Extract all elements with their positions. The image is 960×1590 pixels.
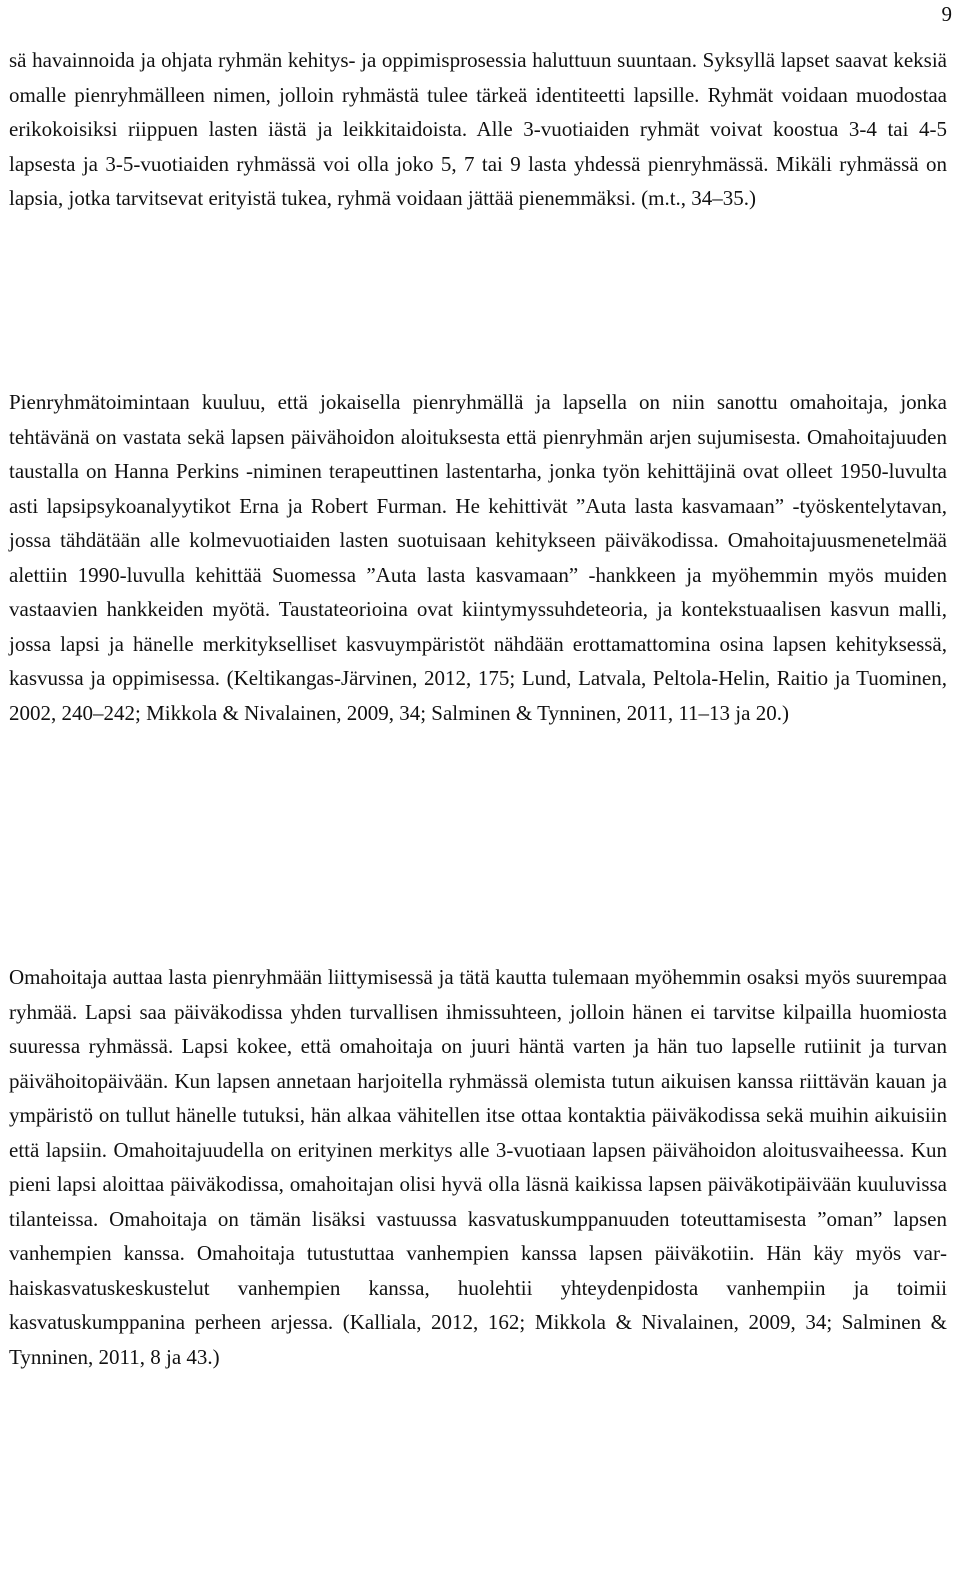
paragraph-primary-caregiver-role: Omahoitaja auttaa lasta pienryhmään liittymisessä ja tätä kautta tulemaan myöhemmin osaksi myös suurempaa ryhmää. Lapsi saa päiväkodissa yhden turvallisen ihmissuhteen, jolloin hänen ei tarvitse kilpailla huomiosta suuressa ryhmässä. Lapsi kokee, että omahoitaja on juuri häntä varten ja hän tuo lapselle rutiinit ja turvan päivähoitopäivään. Kun lapsen annetaan harjoitella ryhmässä olemista tutun aikuisen kanssa riittävän kauan ja ympäristö on tullut hänelle tutuksi, hän alkaa vähitellen itse ottaa kontaktia päiväkodissa sekä muihin aikuisiin että lapsiin. Omahoitajuudella on erityinen merkitys alle 3-vuotiaan lapsen päivähoidon aloitusvaiheessa. Kun pieni lapsi aloittaa päiväkodissa, omahoitajan olisi hyvä olla läsnä kaikissa lapsen päiväkotipäivään kuuluvissa tilanteissa. Omahoitaja on tämän lisäksi vastuussa kasvatuskumppanuuden toteuttamisesta ”oman” lapsen vanhempien kanssa. Omahoitaja tutustuttaa vanhempien kanssa lapsen päiväkotiin. Hän käy myös varhaiskasvatuskeskustelut vanhempien kanssa, huolehtii yhteydenpidosta vanhempiin ja toimii kasvatuskumppanina perheen arjessa. (Kalliala, 2012, 162; Mikkola & Nivalainen, 2009, 34; Salminen & Tynninen, 2011, 8 ja 43.) [9, 965, 947, 1369]
paragraph-small-group-formation: sä havainnoida ja ohjata ryhmän kehitys- ja oppimisprosessia haluttuun suuntaan. Syksyllä lapset saavat keksiä omalle pienryhmälleen nimen, jolloin ryhmästä tulee tärkeä identiteetti lapsille. Ryhmät voidaan muodostaa erikokoisiksi riippuen lasten iästä ja leikkitaidoista. Alle 3-vuotiaiden ryhmät voivat koostua 3-4 tai 4-5 lapsesta ja 3-5-vuotiaiden ryhmässä voi olla joko 5, 7 tai 9 lasta yhdessä pienryhmässä. Mikäli ryhmässä on lapsia, jotka tarvitsevat erityistä tukea, ryhmä voidaan jättää pienemmäksi. (m.t., 34–35.) [9, 48, 947, 210]
page-number: 9 [941, 2, 952, 26]
paragraph-primary-caregiver-background: Pienryhmätoimintaan kuuluu, että jokaisella pienryhmällä ja lapsella on niin sanottu omahoitaja, jonka tehtävänä on vastata sekä lapsen päivähoidon aloituksesta että pienryhmän arjen sujumisesta. Omahoitajuuden taustalla on Hanna Perkins -niminen terapeuttinen lastentarha, jonka työn kehittäjinä ovat olleet 1950-luvulta asti lapsipsykoanalyytikot Erna ja Robert Furman. He kehittivät ”Auta lasta kasvamaan” -työskentelytavan, jossa tähdätään alle kolmevuotiaiden lasten suotuisaan kehitykseen päiväkodissa. Omahoitajuusmenetelmää alettiin 1990-luvulla kehittää Suomessa ”Auta lasta kasvamaan” -hankkeen ja myöhemmin myös muiden vastaavien hankkeiden myötä. Taustateorioina ovat kiintymyssuhdeteoria, ja kontekstuaalisen kasvun malli, jossa lapsi ja hänelle merkitykselliset kasvuympäristöt nähdään erottamattomina osina lapsen kehityksessä, kasvussa ja oppimisessa. (Keltikangas-Järvinen, 2012, 175; Lund, Latvala, Peltola-Helin, Raitio ja Tuominen, 2002, 240–242; Mikkola & Nivalainen, 2009, 34; Salminen & Tynninen, 2011, 11–13 ja 20.) [9, 390, 947, 725]
